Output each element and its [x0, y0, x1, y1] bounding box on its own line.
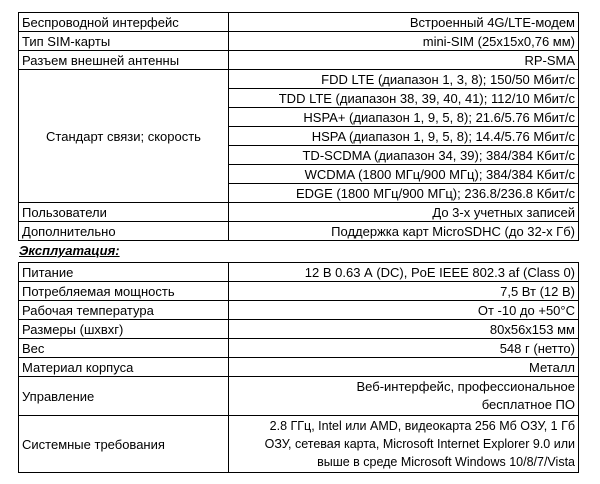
row-value: RP-SMA	[229, 51, 579, 70]
row-label: Разъем внешней антенны	[19, 51, 229, 70]
spec-table-operation	[18, 262, 579, 473]
row-label: Управление	[19, 377, 229, 416]
row-label: Материал корпуса	[19, 358, 229, 377]
table-row	[19, 301, 579, 320]
control-line-1: Веб-интерфейс, профессиональное	[356, 379, 575, 394]
table-row	[19, 263, 579, 282]
row-value: До 3-х учетных записей	[229, 203, 579, 222]
row-value: HSPA+ (диапазон 1, 9, 5, 8); 21.6/5.76 Мбит/с	[229, 108, 579, 127]
row-value: 80x56x153 мм	[229, 320, 579, 339]
row-label: Потребляемая мощность	[19, 282, 229, 301]
row-value: TDD LTE (диапазон 38, 39, 40, 41); 112/10 Мбит/с	[229, 89, 579, 108]
row-label: Питание	[19, 263, 229, 282]
row-value	[229, 377, 579, 416]
table-row	[19, 51, 579, 70]
sysreq-line-1: 2.8 ГГц, Intel или AMD, видеокарта 256 Мб ОЗУ, 1 Гб	[269, 419, 575, 433]
row-value: HSPA (диапазон 1, 9, 5, 8); 14.4/5.76 Мбит/с	[229, 127, 579, 146]
row-value	[229, 416, 579, 473]
row-value: WCDMA (1800 МГц/900 МГц); 384/384 Кбит/с	[229, 165, 579, 184]
row-value: Встроенный 4G/LTE-модем	[229, 13, 579, 32]
row-label: Системные требования	[19, 416, 229, 473]
row-value: TD-SCDMA (диапазон 34, 39); 384/384 Кбит/с	[229, 146, 579, 165]
table-row	[19, 70, 579, 89]
sysreq-line-2: ОЗУ, сетевая карта, Microsoft Internet Explorer 9.0 или	[264, 437, 575, 451]
row-value: 548 г (нетто)	[229, 339, 579, 358]
row-label: Вес	[19, 339, 229, 358]
row-value: 12 В 0.63 А (DC), PoE IEEE 802.3 af (Class 0)	[229, 263, 579, 282]
table-row	[19, 320, 579, 339]
row-label: Беспроводной интерфейс	[19, 13, 229, 32]
row-label-standards: Стандарт связи; скорость	[19, 70, 229, 203]
row-value: EDGE (1800 МГц/900 МГц); 236.8/236.8 Кбит/с	[229, 184, 579, 203]
table-row	[19, 358, 579, 377]
spec-table-general	[18, 12, 579, 241]
control-line-2: бесплатное ПО	[481, 397, 575, 412]
section-title: Эксплуатация:	[19, 243, 120, 258]
row-label: Рабочая температура	[19, 301, 229, 320]
table-row	[19, 339, 579, 358]
row-value: 7,5 Вт (12 В)	[229, 282, 579, 301]
table-row	[19, 32, 579, 51]
row-value: От -10 до +50°С	[229, 301, 579, 320]
row-value: Поддержка карт MicroSDHC (до 32-х Гб)	[229, 222, 579, 241]
row-label: Размеры (шхвхг)	[19, 320, 229, 339]
table-row	[19, 282, 579, 301]
table-row	[19, 222, 579, 241]
row-value: Металл	[229, 358, 579, 377]
table-row	[19, 416, 579, 473]
row-value: mini-SIM (25x15x0,76 мм)	[229, 32, 579, 51]
table-row	[19, 203, 579, 222]
row-label: Дополнительно	[19, 222, 229, 241]
row-label: Пользователи	[19, 203, 229, 222]
sysreq-line-3: выше в среде Microsoft Windows 10/8/7/Vista	[317, 455, 575, 469]
row-value: FDD LTE (диапазон 1, 3, 8); 150/50 Мбит/с	[229, 70, 579, 89]
row-label: Тип SIM-карты	[19, 32, 229, 51]
table-row	[19, 377, 579, 416]
table-row	[19, 13, 579, 32]
